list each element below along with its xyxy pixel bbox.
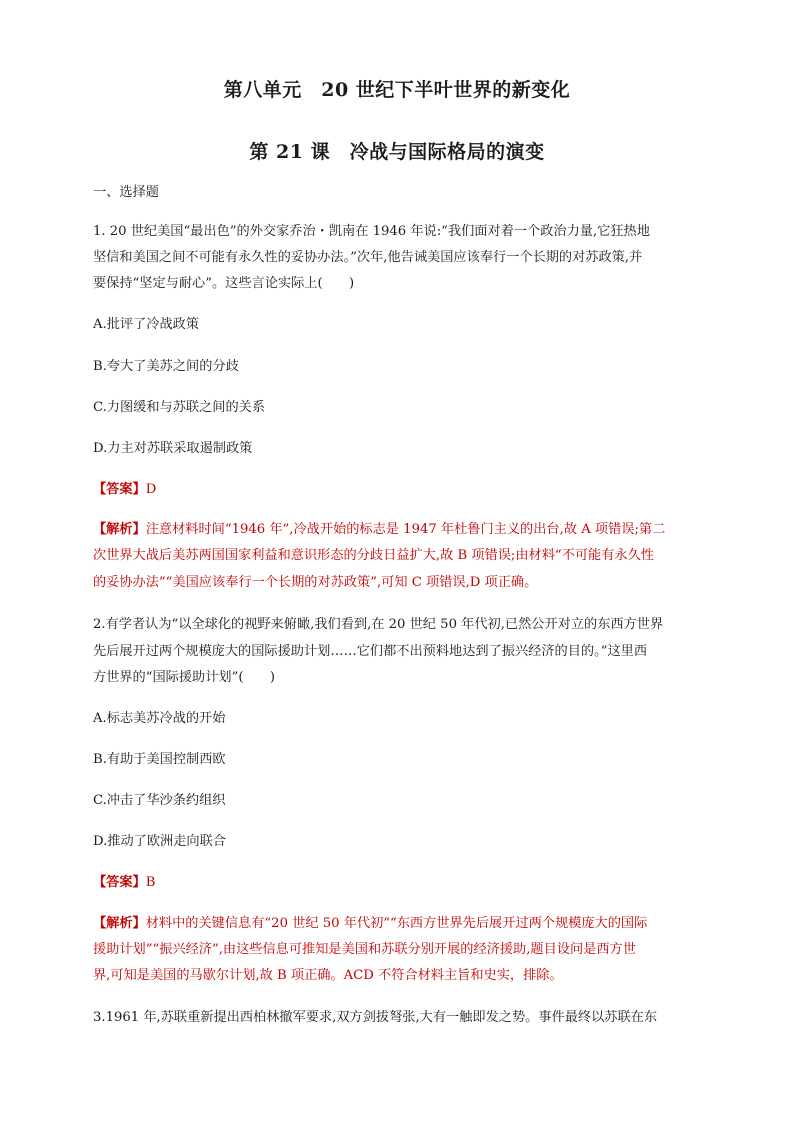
lesson-title: 第 21 课 冷战与国际格局的演变	[249, 141, 545, 163]
q2-analysis-line-2: 援助计划”“振兴经济”,由这些信息可推知是美国和苏联分别开展的经济援助,题目设问是西方世	[93, 942, 636, 957]
q2-answer	[93, 873, 155, 893]
answer-value: B	[145, 875, 156, 890]
q1-answer	[93, 480, 156, 500]
q2-stem-line-1: 2.有学者认为“以全球化的视野来俯瞰,我们看到,在 20 世纪 50 年代初,已然公开对立的东西方世界	[93, 617, 664, 632]
q2-analysis-line-1	[93, 914, 647, 934]
q1-stem-line-1: 1. 20 世纪美国“最出色”的外交家乔治・凯南在 1946 年说:“我们面对着一个政治力量,它狂热地	[93, 224, 650, 239]
analysis-label: 【解析】	[93, 916, 146, 931]
q2-analysis-line-3: 界,可知是美国的马歇尔计划,故 B 项正确。ACD 不符合材料主旨和史实，排除。	[93, 968, 563, 983]
answer-label: 【答案】	[93, 875, 146, 890]
analysis-label: 【解析】	[93, 522, 146, 537]
q1-analysis-line-2: 次世界大战后美苏两国国家利益和意识形态的分歧日益扩大,故 B 项错误;由材料“不可能有永久性	[93, 548, 654, 563]
q2-option-c: C.冲击了华沙条约组织	[93, 793, 226, 808]
q1-option-a: A.批评了冷战政策	[93, 317, 200, 332]
analysis-text: 材料中的关键信息有“20 世纪 50 年代初”“东西方世界先后展开过两个规模庞大的国际	[145, 916, 648, 931]
q2-stem-line-2: 先后展开过两个规模庞大的国际援助计划……它们都不出预料地达到了振兴经济的目的。”这里西	[93, 644, 648, 659]
q1-option-d: D.力主对苏联采取遏制政策	[93, 441, 253, 456]
answer-value: D	[145, 482, 157, 497]
section-heading: 一、选择题	[93, 185, 159, 200]
q2-option-b: B.有助于美国控制西欧	[93, 752, 226, 767]
q1-stem-line-2: 坚信和美国之间不可能有永久性的妥协办法。”次年,他告诫美国应该奉行一个长期的对苏政策,并	[93, 250, 643, 265]
analysis-text: 注意材料时间“1946 年”,冷战开始的标志是 1947 年杜鲁门主义的出台,故 A 项错误;第二	[145, 522, 666, 537]
unit-title: 第八单元 20 世纪下半叶世界的新变化	[223, 79, 571, 101]
q1-analysis-line-1	[93, 520, 665, 540]
q1-option-b: B.夸大了美苏之间的分歧	[93, 359, 239, 374]
q1-stem-line-3: 要保持“坚定与耐心”。这些言论实际上( )	[93, 276, 355, 291]
q2-stem-line-3: 方世界的“国际援助计划”( )	[93, 670, 276, 685]
q1-option-c: C.力图缓和与苏联之间的关系	[93, 400, 266, 415]
q2-option-a: A.标志美苏冷战的开始	[93, 711, 226, 726]
q1-analysis-line-3: 的妥协办法”“美国应该奉行一个长期的对苏政策”,可知 C 项错误,D 项正确。	[93, 575, 538, 590]
q3-stem-line-1: 3.1961 年,苏联重新提出西柏林撤军要求,双方剑拔弩张,大有一触即发之势。事件最终以苏联在东	[93, 1010, 658, 1025]
q2-option-d: D.推动了欧洲走向联合	[93, 834, 226, 849]
answer-label: 【答案】	[93, 482, 146, 497]
